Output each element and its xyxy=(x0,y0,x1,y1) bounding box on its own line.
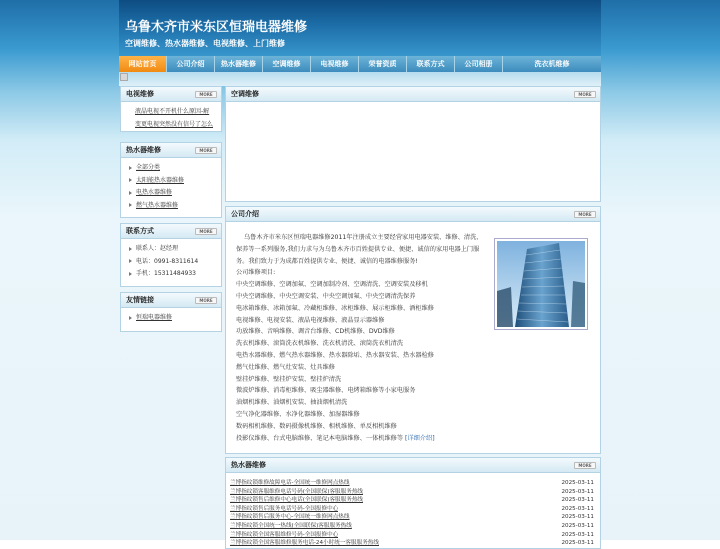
section-ac-repair xyxy=(225,86,601,202)
list-item[interactable] xyxy=(129,175,221,188)
arrow-icon xyxy=(129,178,132,182)
intro-line: 油烟机维修、油烟机安装、抽油烟机清洗 xyxy=(236,399,348,407)
news-title[interactable]: 兰博指纹锁全国统一热线(全国联保)客服服务热线 xyxy=(230,522,352,529)
section-heading-text: 热水器维修 xyxy=(231,461,266,469)
sidebar-heading-text: 电视维修 xyxy=(126,90,154,98)
section-heading-text: 空调维修 xyxy=(231,90,259,98)
list-item[interactable] xyxy=(230,539,594,548)
intro-line: 公司维修项目: xyxy=(236,269,276,277)
intro-line: 电冰箱维修、冰箱加氟、冷藏柜维修、冰柜维修、展示柜维修、酒柜维修 xyxy=(236,304,434,312)
intro-lead: 乌鲁木齐市米东区恒瑞电器维修2011年注册成立主要经营家用电器安装、维修、清洗、保养等一系列服务,我们力求与为乌鲁木齐市百姓提供专业、便捷、诚信的家用电器上门服务。我们致力于为成都百姓提供专业、便捷、诚信的电器维修服务! xyxy=(236,234,483,265)
news-date: 2025-03-11 xyxy=(561,514,594,521)
more-button[interactable]: MORE xyxy=(195,91,217,98)
list-item[interactable] xyxy=(129,312,221,325)
more-button[interactable]: MORE xyxy=(195,228,217,235)
intro-line xyxy=(236,433,484,445)
nav-item-album[interactable]: 公司相册 xyxy=(455,56,503,72)
list-item[interactable] xyxy=(230,496,594,505)
intro-line: 空气净化器维修、水净化器维修、加湿器维修 xyxy=(236,410,360,418)
nav-item-about[interactable]: 公司介绍 xyxy=(167,56,215,72)
list-item[interactable] xyxy=(230,531,594,540)
sidebar-friend-links xyxy=(120,292,222,332)
list-item[interactable] xyxy=(129,200,221,213)
nav-item-water-heater[interactable]: 热水器维修 xyxy=(215,56,263,72)
site-subtitle: 空调维修、热水器维修、电视维修、上门维修 xyxy=(125,39,285,48)
sidebar-contact xyxy=(120,223,222,287)
list-item xyxy=(129,268,221,281)
sidebar-heading xyxy=(121,224,221,239)
more-button[interactable]: MORE xyxy=(574,91,596,98)
intro-line: 电视维修、电视安装、液晶电视维修、液晶显示器维修 xyxy=(236,316,385,324)
sidebar-water-heater xyxy=(120,142,222,218)
nav-item-ac[interactable]: 空调维修 xyxy=(263,56,311,72)
intro-line: 壁挂炉维修、壁挂炉安装、壁挂炉清洗 xyxy=(236,375,342,383)
arrow-icon xyxy=(129,203,132,207)
sidebar-tv-repair xyxy=(120,86,222,132)
site-container xyxy=(119,0,601,547)
news-title[interactable]: 兰博指纹锁售后服务电话号码-全国报修中心 xyxy=(230,505,339,512)
intro-line: 电热水器维修、燃气热水器维修、热水器除垢、热水器安装、热水器检修 xyxy=(236,351,434,359)
arrow-icon xyxy=(129,247,132,251)
sidebar-heading-text: 热水器维修 xyxy=(126,146,161,154)
contact-phone: 电话：0991-8311614 xyxy=(136,257,199,265)
more-button[interactable]: MORE xyxy=(195,297,217,304)
news-date: 2025-03-11 xyxy=(561,505,594,512)
site-title: 乌鲁木齐市米东区恒瑞电器维修 xyxy=(125,20,308,35)
sidebar-heading xyxy=(121,87,221,102)
section-water-heater-news xyxy=(225,457,601,549)
building-image xyxy=(497,241,585,327)
list-item-link[interactable]: 全部分类 xyxy=(136,164,161,171)
nav-item-home[interactable]: 网站首页 xyxy=(119,56,167,72)
news-date: 2025-03-11 xyxy=(561,522,594,529)
list-item[interactable] xyxy=(230,488,594,497)
nav-item-honors[interactable]: 荣誉资质 xyxy=(359,56,407,72)
sidebar-heading-text: 联系方式 xyxy=(126,227,154,235)
friend-link[interactable]: 恒瑞电器维修 xyxy=(136,314,173,321)
more-button[interactable]: MORE xyxy=(574,462,596,469)
intro-line-text: 投影仪维修、台式电脑维修、笔记本电脑维修、一体机维修等 xyxy=(236,434,404,442)
intro-text xyxy=(236,232,484,444)
intro-line: 功放维修、音响维修、调音台维修、CD机维修、DVD维修 xyxy=(236,328,395,336)
list-item-link[interactable]: 燃气热水器维修 xyxy=(136,201,179,209)
company-photo xyxy=(494,238,588,330)
list-item-link[interactable]: 太阳能热水器维修 xyxy=(136,176,185,184)
list-item[interactable] xyxy=(230,522,594,531)
news-title[interactable]: 兰博指纹锁客服维修电话号码(全国联保)客服服务热线 xyxy=(230,488,364,495)
arrow-icon xyxy=(129,316,132,320)
intro-line: 中央空调维修、空调加氟、空调加制冷剂、空调清洗、空调安装及移机 xyxy=(236,281,428,289)
news-title[interactable]: 兰博指纹锁售后维修中心电话(全国联保)客服服务热线 xyxy=(230,497,364,504)
section-heading-text: 公司介绍 xyxy=(231,210,259,218)
list-item xyxy=(129,243,221,256)
list-item[interactable] xyxy=(230,513,594,522)
news-title[interactable]: 兰博指纹锁全国客服维修服务电话-24小时统一客服服务热线 xyxy=(230,540,379,547)
list-item[interactable] xyxy=(129,187,221,200)
list-item[interactable] xyxy=(135,119,221,132)
contact-mobile: 手机：15311484933 xyxy=(136,270,196,277)
news-title[interactable]: 兰博指纹锁全国客服维修号码-全国报修中心 xyxy=(230,531,339,538)
list-item[interactable] xyxy=(230,505,594,514)
nav-item-washer[interactable]: 洗衣机维修 xyxy=(534,60,570,68)
news-date: 2025-03-11 xyxy=(561,497,594,504)
nav-item-contact[interactable]: 联系方式 xyxy=(407,56,455,72)
sidebar-heading xyxy=(121,143,221,158)
list-item xyxy=(129,256,221,269)
intro-body xyxy=(226,222,600,450)
sidebar-heading xyxy=(121,293,221,308)
arrow-icon xyxy=(129,191,132,195)
list-item[interactable] xyxy=(135,106,221,119)
arrow-icon xyxy=(129,166,132,170)
news-date: 2025-03-11 xyxy=(561,540,594,547)
news-title[interactable]: 兰博指纹锁维修故障电话-全国统一维修网点热线 xyxy=(230,480,350,486)
intro-line: 中央空调维修、中央空调安装、中央空调加氟、中央空调清洗保养 xyxy=(236,292,416,300)
list-item[interactable] xyxy=(230,479,594,488)
banner xyxy=(119,72,601,86)
arrow-icon xyxy=(129,272,132,276)
sidebar-heading-text: 友情链接 xyxy=(126,296,154,304)
list-item-link[interactable]: 变更电视突然没有信号了怎么 xyxy=(135,120,214,128)
list-item[interactable] xyxy=(129,162,221,175)
more-button[interactable]: MORE xyxy=(195,147,217,154)
section-heading xyxy=(226,87,600,102)
nav-item-tv[interactable]: 电视维修 xyxy=(311,56,359,72)
site-header xyxy=(119,0,601,56)
contact-person: 联系人：赵经理 xyxy=(136,245,179,252)
more-button[interactable]: MORE xyxy=(574,211,596,218)
news-date: 2025-03-11 xyxy=(561,488,594,495)
intro-line: 洗衣机维修、滚筒洗衣机维修、洗衣机清洗、滚筒洗衣机清洗 xyxy=(236,340,404,348)
section-heading xyxy=(226,458,600,473)
list-item-link[interactable]: 电热水器维修 xyxy=(136,189,173,196)
section-heading xyxy=(226,207,600,222)
intro-line: 燃气灶维修、燃气灶安装、灶具维修 xyxy=(236,363,335,371)
news-date: 2025-03-11 xyxy=(561,531,594,538)
detail-link[interactable]: [详细介绍] xyxy=(405,434,435,442)
main-nav xyxy=(119,56,601,72)
section-company-intro xyxy=(225,206,601,454)
broken-image-icon xyxy=(120,73,128,81)
intro-line: 微波炉维修、消毒柜维修、吸尘器维修、电烤箱维修等小家电服务 xyxy=(236,387,416,395)
news-title[interactable]: 兰博指纹锁售后服务中心-全国统一维修网点热线 xyxy=(230,514,350,521)
intro-line: 数码相机维修、数码摄像机维修、相机维修、单反相机维修 xyxy=(236,422,397,430)
arrow-icon xyxy=(129,259,132,263)
list-item-link[interactable]: 液晶电视不开机什么原因-解 xyxy=(135,108,210,115)
news-date: 2025-03-11 xyxy=(561,480,594,486)
